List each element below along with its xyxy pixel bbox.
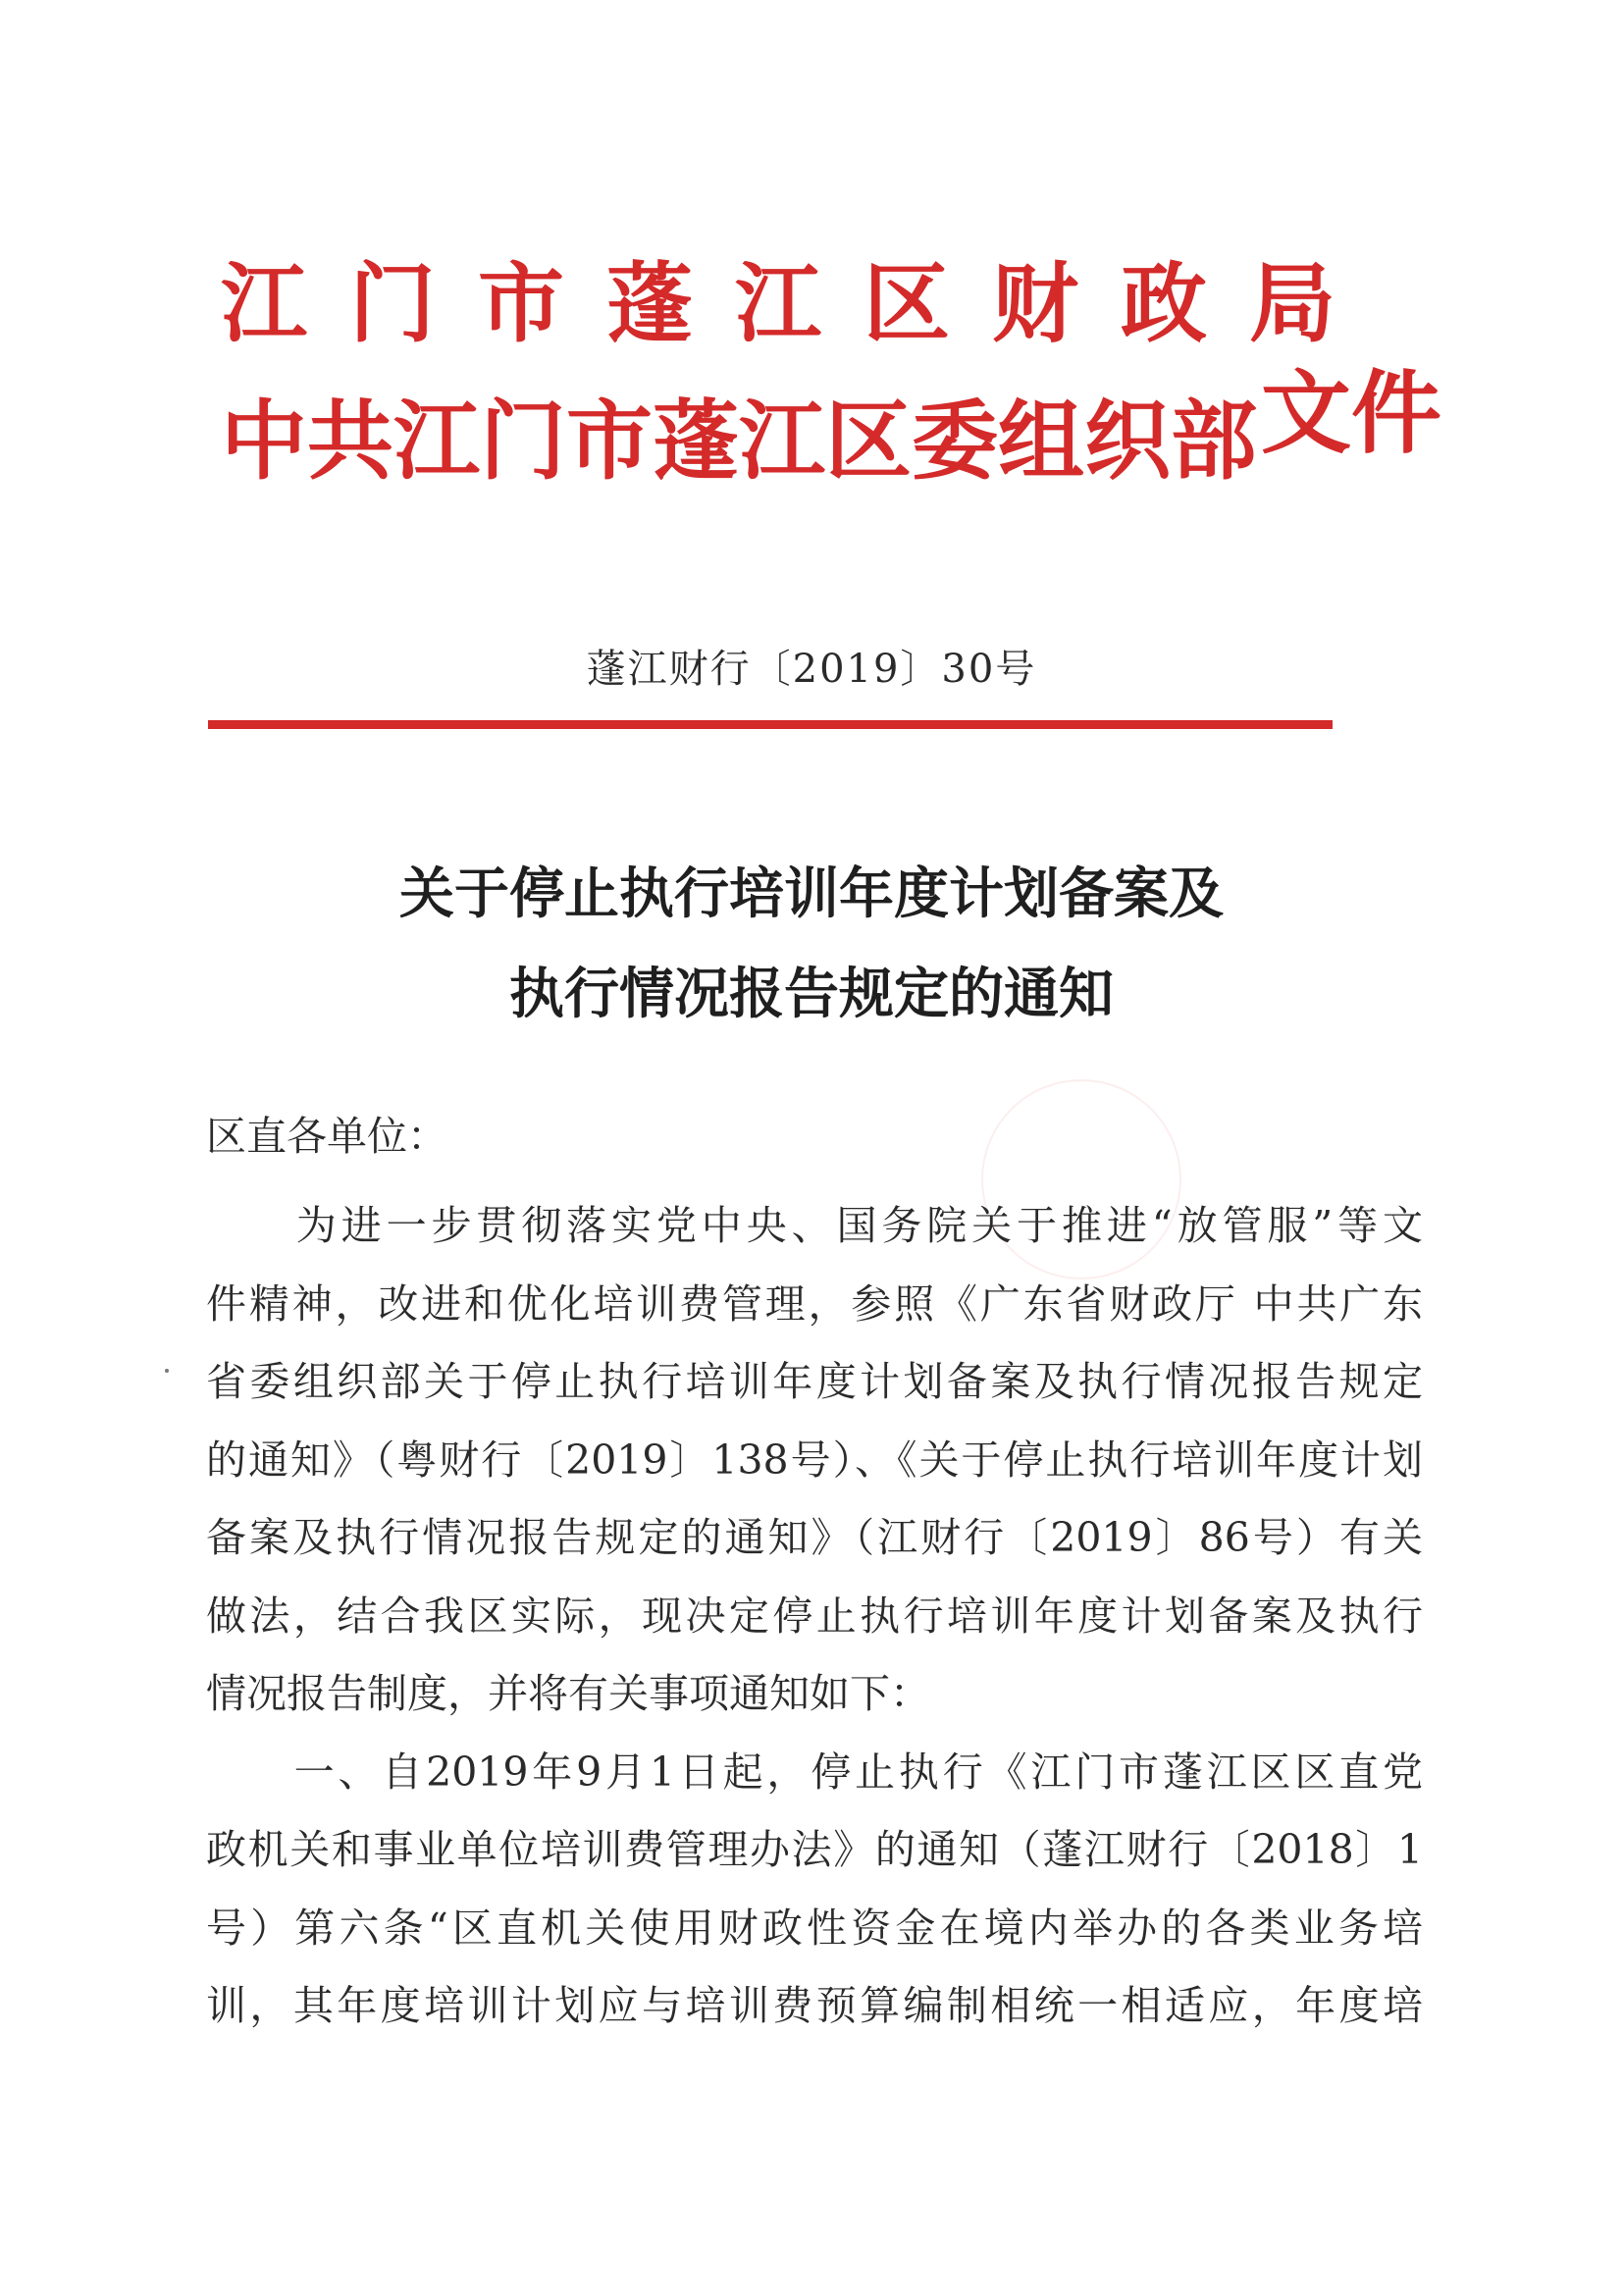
body-line: 一、自2019年9月1日起，停止执行《江门市蓬江区区直党 <box>206 1748 1423 1796</box>
document-body <box>206 1187 1423 2046</box>
issuer-organization-department: 中共江门市蓬江区委组织部 <box>221 390 1258 492</box>
body-line: 做法，结合我区实际，现决定停止执行培训年度计划备案及执行 <box>206 1592 1423 1640</box>
title-line-2: 执行情况报告规定的通知 <box>509 962 1114 1026</box>
salutation: 区直各单位： <box>206 1113 447 1160</box>
body-line: 政机关和事业单位培训费管理办法》的通知（蓬江财行〔2018〕1 <box>206 1826 1423 1873</box>
body-line: 情况报告制度，并将有关事项通知如下： <box>206 1670 930 1717</box>
issuer-finance-bureau: 江门市蓬江区财政局 <box>221 252 1379 354</box>
body-line: 为进一步贯彻落实党中央、国务院关于推进“放管服”等文 <box>206 1202 1423 1249</box>
document-title <box>0 844 1623 1044</box>
scan-speck <box>165 1369 169 1373</box>
body-line: 备案及执行情况报告规定的通知》（江财行〔2019〕86号）有关 <box>206 1514 1423 1561</box>
title-line-1: 关于停止执行培训年度计划备案及 <box>399 861 1224 926</box>
body-line: 件精神，改进和优化培训费管理，参照《广东省财政厅 中共广东 <box>206 1279 1423 1328</box>
document-kind-label: 文件 <box>1261 360 1442 466</box>
body-line: 的通知》（粤财行〔2019〕138号）、《关于停止执行培训年度计划 <box>206 1435 1423 1484</box>
body-line: 训，其年度培训计划应与培训费预算编制相统一相适应，年度培 <box>206 1982 1423 2029</box>
body-line: 省委组织部关于停止执行培训年度计划备案及执行情况报告规定 <box>206 1358 1423 1405</box>
document-number: 蓬江财行〔2019〕30号 <box>586 647 1037 692</box>
red-divider-line <box>208 720 1333 729</box>
body-line: 号）第六条“区直机关使用财政性资金在境内举办的各类业务培 <box>206 1904 1423 1952</box>
